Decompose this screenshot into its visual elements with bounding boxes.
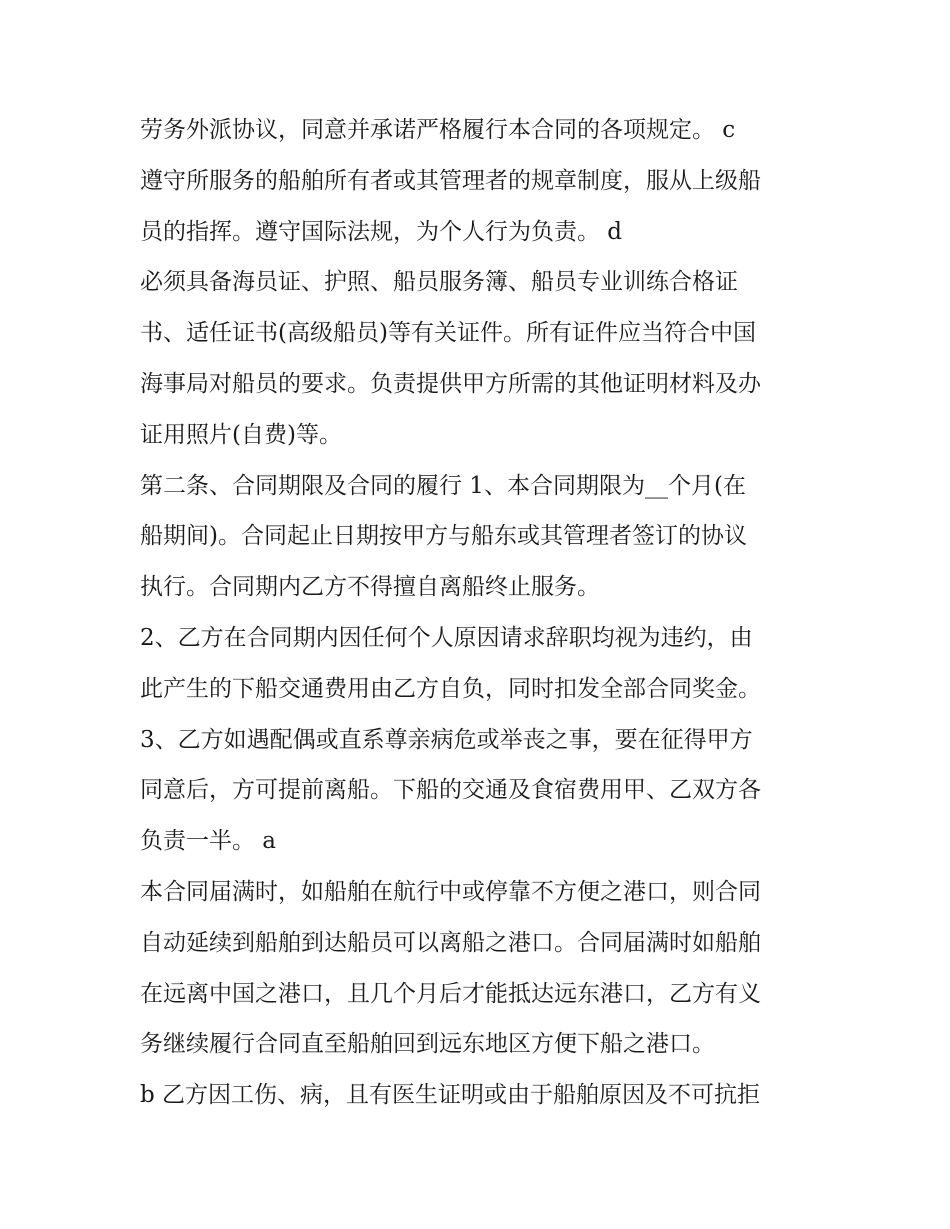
text-line: 必须具备海员证、护照、船员服务簿、船员专业训练合格证	[140, 269, 738, 296]
text-line: 证用照片(自费)等。	[140, 421, 342, 448]
text-line: 同意后，方可提前离船。下船的交通及食宿费用甲、乙双方各	[140, 777, 761, 804]
document-page	[140, 105, 820, 1121]
text-line: 负责一半。 a	[140, 828, 277, 855]
text-line: 船期间)。合同起止日期按甲方与船东或其管理者签订的协议	[140, 523, 747, 550]
text-line: 遵守所服务的船舶所有者或其管理者的规章制度，服从上级船	[140, 167, 761, 194]
text-line: 员的指挥。遵守国际法规，为个人行为负责。 d	[140, 218, 623, 245]
text-line: 此产生的下船交通费用由乙方自负，同时扣发全部合同奖金。	[140, 675, 761, 702]
text-line: 自动延续到船舶到达船员可以离船之港口。合同届满时如船舶	[140, 929, 761, 956]
text-line: 本合同届满时，如船舶在航行中或停靠不方便之港口，则合同	[140, 878, 761, 905]
text-line: b 乙方因工伤、病，且有医生证明或由于船舶原因及不可抗拒	[140, 1082, 761, 1109]
text-line: 第二条、合同期限及合同的履行 1、本合同期限为__个月(在	[140, 472, 746, 499]
text-line: 海事局对船员的要求。负责提供甲方所需的其他证明材料及办	[140, 370, 761, 397]
text-line: 书、适任证书(高级船员)等有关证件。所有证件应当符合中国	[140, 320, 756, 347]
text-line: 3、乙方如遇配偶或直系尊亲病危或举丧之事，要在征得甲方	[140, 726, 753, 753]
text-line: 执行。合同期内乙方不得擅自离船终止服务。	[140, 574, 600, 601]
text-line: 劳务外派协议，同意并承诺严格履行本合同的各项规定。 c	[140, 117, 736, 143]
text-line: 务继续履行合同直至船舶回到远东地区方便下船之港口。	[140, 1031, 715, 1058]
text-line: 2、乙方在合同期内因任何个人原因请求辞职均视为违约，由	[140, 624, 753, 651]
text-line: 在远离中国之港口，且几个月后才能抵达远东港口，乙方有义	[140, 980, 761, 1007]
